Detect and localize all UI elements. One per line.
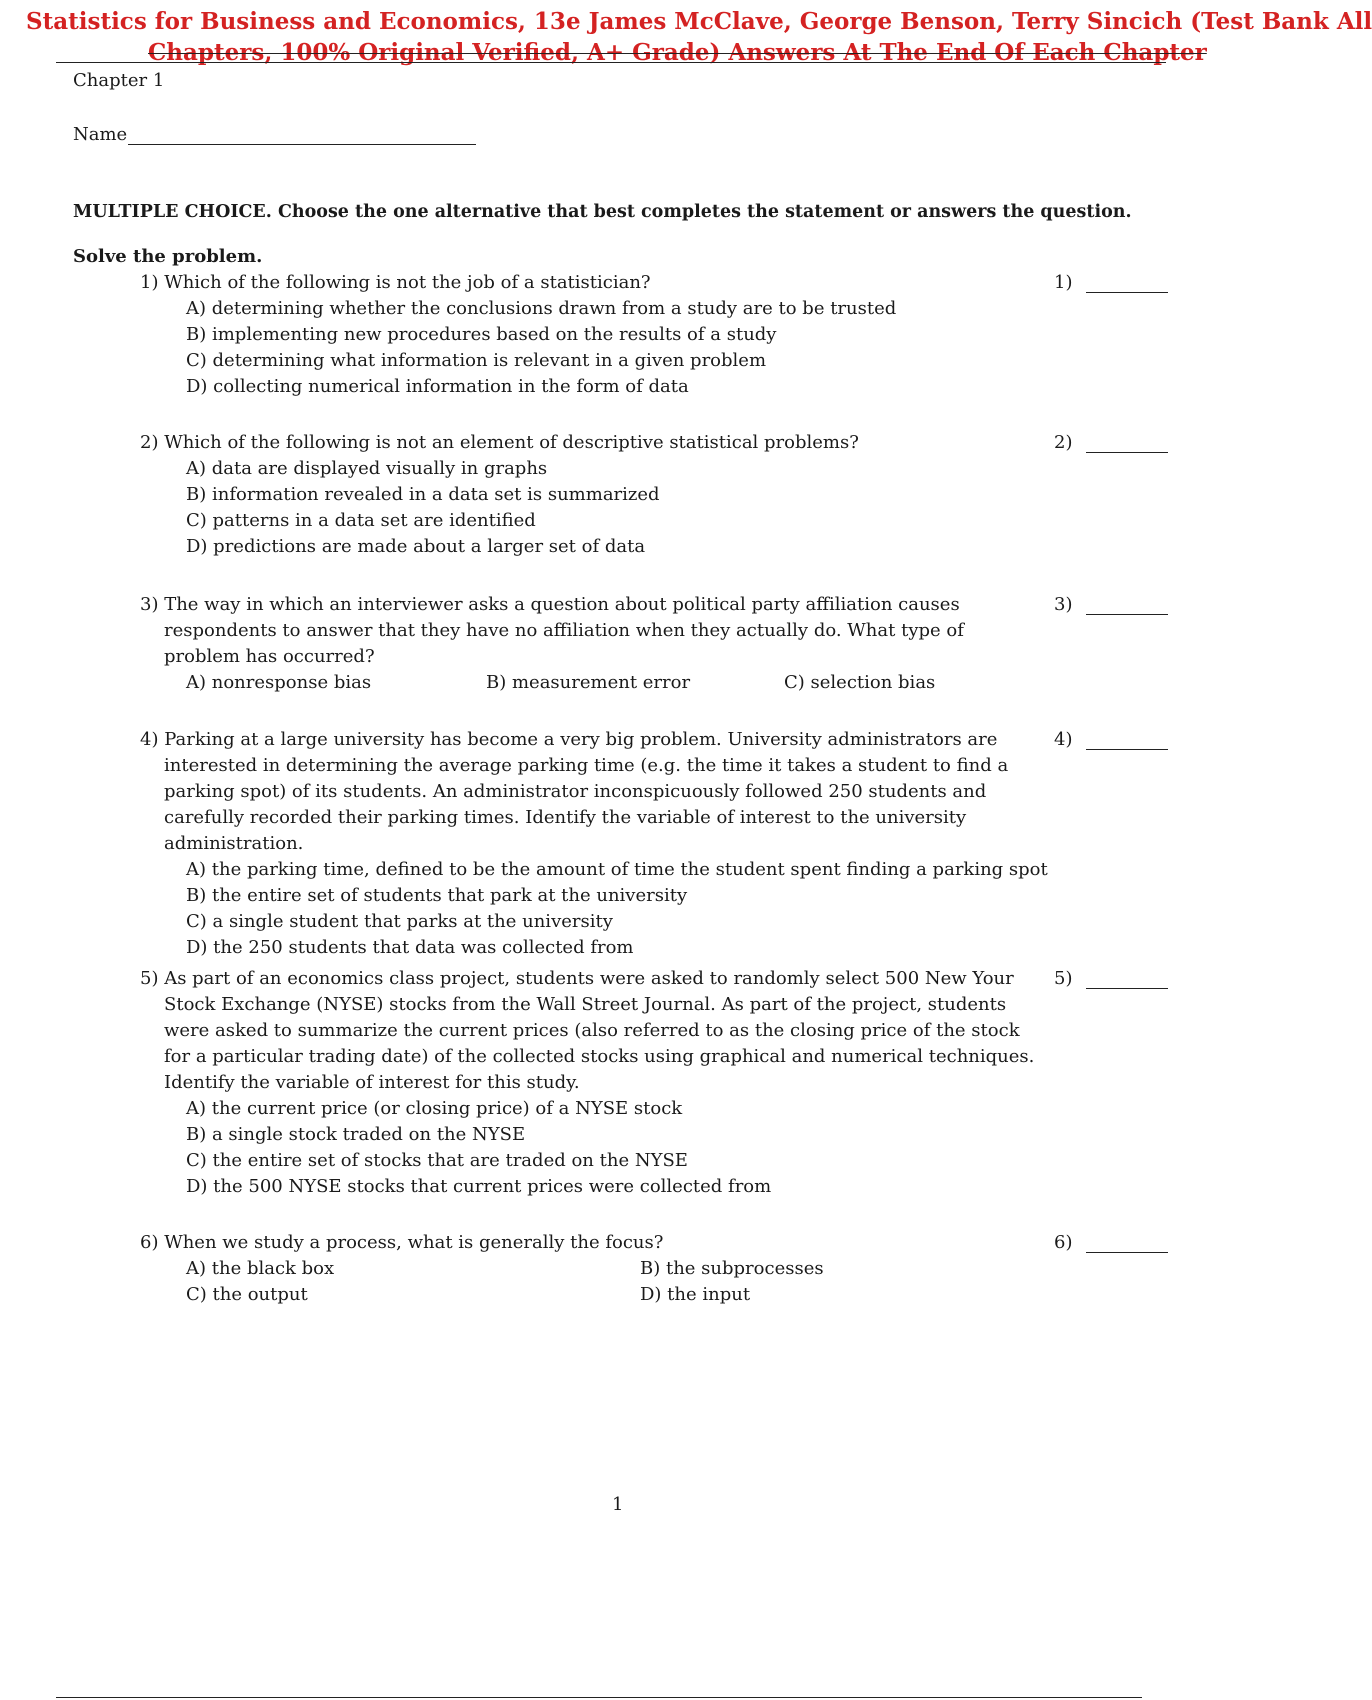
question-6-option-a: A) the black box bbox=[186, 1258, 335, 1279]
instructions: MULTIPLE CHOICE. Choose the one alternative that best completes the statement or answers the question. bbox=[73, 202, 1132, 222]
question-4-option-d: D) the 250 students that data was collected from bbox=[186, 937, 634, 958]
answer-blank-2 bbox=[1086, 432, 1168, 453]
question-5-option-b: B) a single stock traded on the NYSE bbox=[186, 1124, 526, 1145]
question-6-option-b: B) the subprocesses bbox=[640, 1258, 824, 1279]
name-field bbox=[73, 124, 476, 145]
question-2-option-a: A) data are displayed visually in graphs bbox=[186, 458, 548, 479]
answer-number-5: 5) bbox=[1054, 968, 1073, 989]
answer-number-4: 4) bbox=[1054, 729, 1073, 750]
question-6 bbox=[140, 1230, 1040, 1308]
answer-slot-6 bbox=[1054, 1232, 1168, 1253]
question-1-option-d: D) collecting numerical information in the form of data bbox=[186, 376, 689, 397]
question-5-option-d: D) the 500 NYSE stocks that current prices were collected from bbox=[186, 1176, 772, 1197]
question-6-stem: 6) When we study a process, what is generally the focus? bbox=[140, 1232, 664, 1253]
question-5 bbox=[140, 966, 1040, 1200]
answer-slot-5 bbox=[1054, 968, 1168, 989]
question-2-option-b: B) information revealed in a data set is summarized bbox=[186, 484, 660, 505]
answer-blank-1 bbox=[1086, 272, 1168, 293]
question-5-stem: 5) As part of an economics class project, students were asked to randomly select 500 New Your Stock Exchange (NYSE) stocks from the Wall Street Journal. As part of the project, students were asked to summarize the current prices (also referred to as the closing price of the stock for a particular trading date) of the collected stocks using graphical and numerical techniques. Identify the variable of interest for this study. bbox=[140, 968, 1035, 1093]
question-3-option-c: C) selection bias bbox=[784, 672, 936, 693]
question-4 bbox=[140, 727, 1048, 961]
question-6-option-d: D) the input bbox=[640, 1284, 751, 1305]
question-2-option-c: C) patterns in a data set are identified bbox=[186, 510, 536, 531]
question-2-stem: 2) Which of the following is not an element of descriptive statistical problems? bbox=[140, 432, 859, 453]
question-2 bbox=[140, 430, 1040, 560]
question-1 bbox=[140, 270, 1040, 400]
question-5-option-c: C) the entire set of stocks that are traded on the NYSE bbox=[186, 1150, 688, 1171]
answer-blank-4 bbox=[1086, 729, 1168, 750]
document-header bbox=[26, 6, 1372, 66]
answer-blank-3 bbox=[1086, 594, 1168, 615]
footer-divider bbox=[56, 1697, 1142, 1698]
question-3-option-a: A) nonresponse bias bbox=[186, 672, 372, 693]
answer-slot-3 bbox=[1054, 594, 1168, 615]
page-number: 1 bbox=[612, 1494, 624, 1515]
question-6-option-c: C) the output bbox=[186, 1284, 308, 1305]
question-4-stem: 4) Parking at a large university has become a very big problem. University administrators are interested in determining the average parking time (e.g. the time it takes a student to find a parking spot) of its students. An administrator inconspicuously followed 250 students and carefully recorded their parking times. Identify the variable of interest to the university administration. bbox=[140, 729, 1009, 854]
header-divider bbox=[56, 62, 1166, 63]
question-2-option-d: D) predictions are made about a larger set of data bbox=[186, 536, 646, 557]
question-1-stem: 1) Which of the following is not the job of a statistician? bbox=[140, 272, 651, 293]
chapter-label: Chapter 1 bbox=[73, 70, 165, 91]
answer-number-6: 6) bbox=[1054, 1232, 1073, 1253]
question-1-option-a: A) determining whether the conclusions drawn from a study are to be trusted bbox=[186, 298, 897, 319]
question-1-option-c: C) determining what information is relevant in a given problem bbox=[186, 350, 767, 371]
answer-slot-1 bbox=[1054, 272, 1168, 293]
question-4-option-b: B) the entire set of students that park at the university bbox=[186, 885, 688, 906]
question-4-option-a: A) the parking time, defined to be the amount of time the student spent finding a parking spot bbox=[186, 859, 1048, 880]
answer-number-3: 3) bbox=[1054, 594, 1073, 615]
question-6-options-row-1 bbox=[140, 1256, 1040, 1282]
answer-slot-2 bbox=[1054, 432, 1168, 453]
name-blank-line bbox=[128, 126, 476, 145]
question-1-option-b: B) implementing new procedures based on the results of a study bbox=[186, 324, 777, 345]
question-3 bbox=[140, 592, 1040, 696]
name-label: Name bbox=[73, 124, 128, 145]
question-3-options bbox=[140, 670, 1040, 696]
answer-blank-5 bbox=[1086, 968, 1168, 989]
answer-slot-4 bbox=[1054, 729, 1168, 750]
header-title-line-1: Statistics for Business and Economics, 13e James McClave, George Benson, Terry Sincich (Test Bank All bbox=[26, 8, 1372, 35]
answer-number-2: 2) bbox=[1054, 432, 1073, 453]
question-3-option-b: B) measurement error bbox=[486, 672, 691, 693]
section-title: Solve the problem. bbox=[73, 246, 263, 267]
question-3-stem: 3) The way in which an interviewer asks a question about political party affiliation causes respondents to answer that they have no affiliation when they actually do. What type of problem has occurred? bbox=[140, 594, 964, 667]
answer-blank-6 bbox=[1086, 1232, 1168, 1253]
question-5-option-a: A) the current price (or closing price) of a NYSE stock bbox=[186, 1098, 683, 1119]
header-title-line-2: Chapters, 100% Original Verified, A+ Grade) Answers At The End Of Each Chapter bbox=[148, 39, 1207, 66]
question-4-option-c: C) a single student that parks at the university bbox=[186, 911, 613, 932]
question-6-options-row-2 bbox=[140, 1282, 1040, 1308]
answer-number-1: 1) bbox=[1054, 272, 1073, 293]
